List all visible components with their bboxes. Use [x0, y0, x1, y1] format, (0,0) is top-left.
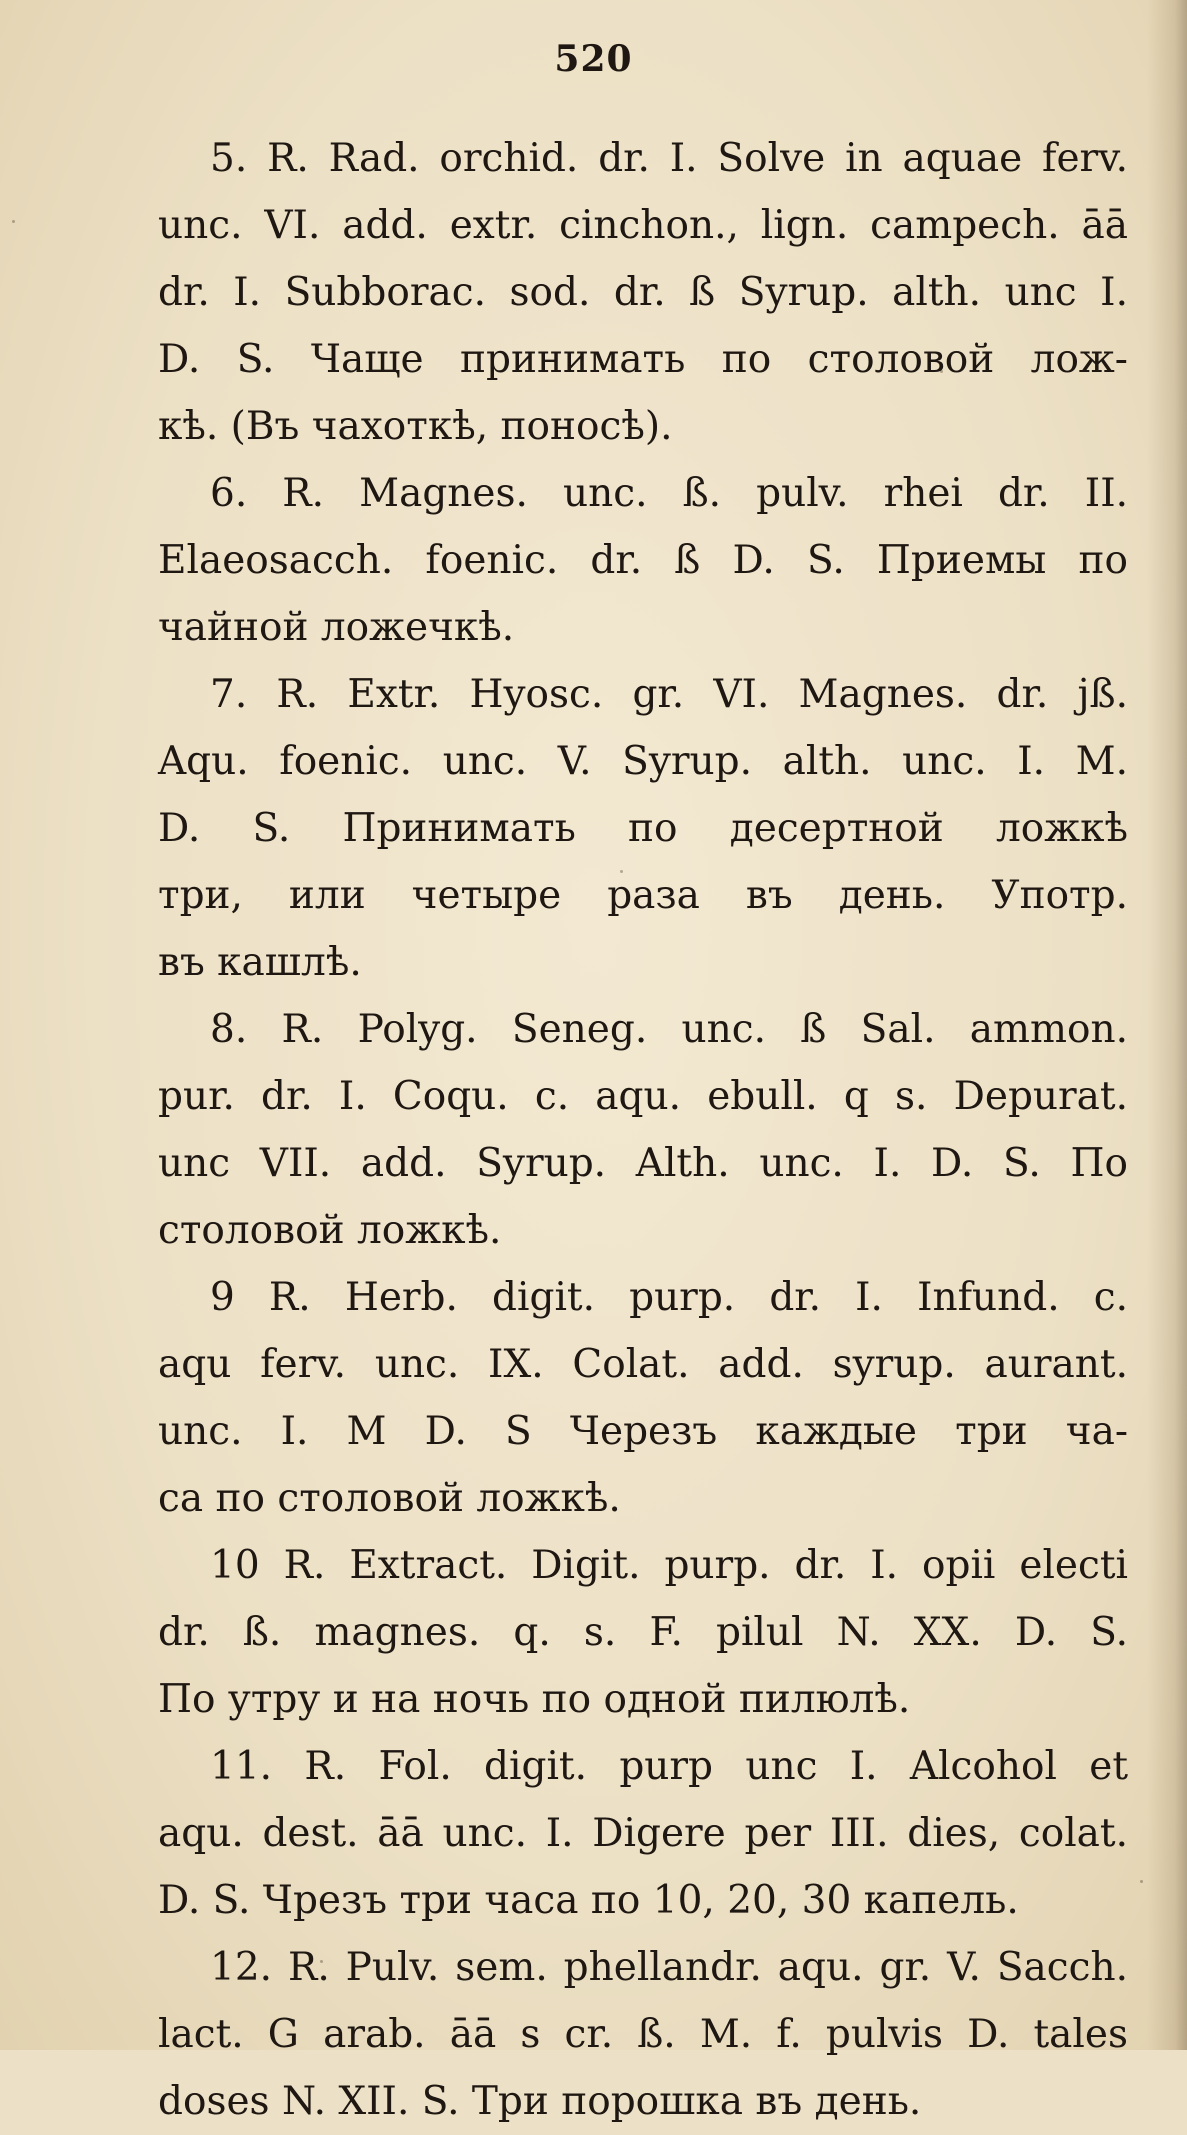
prescription-entry: [158, 996, 1128, 1264]
prescription-entry: [158, 1934, 1128, 2135]
prescription-first-line: 6. R. Magnes. unc. ß. pulv. rhei dr. II.: [210, 471, 1128, 516]
prescription-line: unc. VI. add. extr. cinchon., lign. campech. āā: [158, 203, 1128, 248]
prescription-first-line: 9 R. Herb. digit. purp. dr. I. Infund. c.: [210, 1275, 1128, 1320]
prescription-line: aqu ferv. unc. IX. Colat. add. syrup. aurant.: [158, 1342, 1128, 1387]
paper-speck: [1140, 1880, 1143, 1883]
prescription-line: unc. I. M D. S Черезъ каждые три ча-: [158, 1409, 1128, 1454]
prescription-first-line: 10 R. Extract. Digit. purp. dr. I. opii electi: [210, 1543, 1128, 1588]
prescription-entry: [158, 661, 1128, 996]
prescription-line: По утру и на ночь по одной пилюлѣ.: [158, 1677, 911, 1722]
prescription-line: aqu. dest. āā unc. I. Digere per III. dies, colat.: [158, 1811, 1128, 1856]
prescription-line: dr. ß. magnes. q. s. F. pilul N. XX. D. S.: [158, 1610, 1128, 1655]
prescription-first-line: 11. R. Fol. digit. purp unc I. Alcohol et: [210, 1744, 1128, 1789]
prescription-line: unc VII. add. Syrup. Alth. unc. I. D. S. По: [158, 1141, 1128, 1186]
prescription-line: чайной ложечкѣ.: [158, 605, 515, 650]
prescription-line: Elaeosacch. foenic. dr. ß D. S. Приемы по: [158, 538, 1128, 583]
paper-speck: [12, 220, 15, 223]
prescription-entry: [158, 460, 1128, 661]
prescription-line: doses N. XII. S. Три порошка въ день.: [158, 2079, 922, 2124]
prescription-line: са по столовой ложкѣ.: [158, 1476, 621, 1521]
prescription-entry: [158, 125, 1128, 460]
prescription-line: въ кашлѣ.: [158, 940, 362, 985]
prescription-first-line: 12. R. Pulv. sem. phellandr. aqu. gr. V. Sacch.: [210, 1945, 1128, 1990]
prescription-entry: [158, 1532, 1128, 1733]
prescription-line: D. S. Чаще принимать по столовой лож-: [158, 337, 1128, 382]
prescription-line: три, или четыре раза въ день. Употр.: [158, 873, 1128, 918]
prescription-line: lact. G arab. āā s cr. ß. M. f. pulvis D. tales: [158, 2012, 1128, 2057]
prescription-line: D. S. Чрезъ три часа по 10, 20, 30 капель.: [158, 1878, 1019, 1923]
prescription-line: кѣ. (Въ чахоткѣ, поносѣ).: [158, 404, 673, 449]
prescription-list: [158, 125, 1128, 2135]
page-edge-shadow: [1147, 0, 1187, 2050]
prescription-line: Aqu. foenic. unc. V. Syrup. alth. unc. I. M.: [158, 739, 1128, 784]
prescription-line: столовой ложкѣ.: [158, 1208, 502, 1253]
prescription-line: dr. I. Subborac. sod. dr. ß Syrup. alth. unc I.: [158, 270, 1128, 315]
prescription-entry: [158, 1264, 1128, 1532]
prescription-first-line: 5. R. Rad. orchid. dr. I. Solve in aquae ferv.: [210, 136, 1128, 181]
prescription-first-line: 8. R. Polyg. Seneg. unc. ß Sal. ammon.: [210, 1007, 1128, 1052]
prescription-first-line: 7. R. Extr. Hyosc. gr. VI. Magnes. dr. jß.: [210, 672, 1128, 717]
page-number: 520: [554, 38, 633, 80]
prescription-entry: [158, 1733, 1128, 1934]
prescription-line: pur. dr. I. Coqu. c. aqu. ebull. q s. Depurat.: [158, 1074, 1128, 1119]
prescription-line: D. S. Принимать по десертной ложкѣ: [158, 806, 1128, 851]
